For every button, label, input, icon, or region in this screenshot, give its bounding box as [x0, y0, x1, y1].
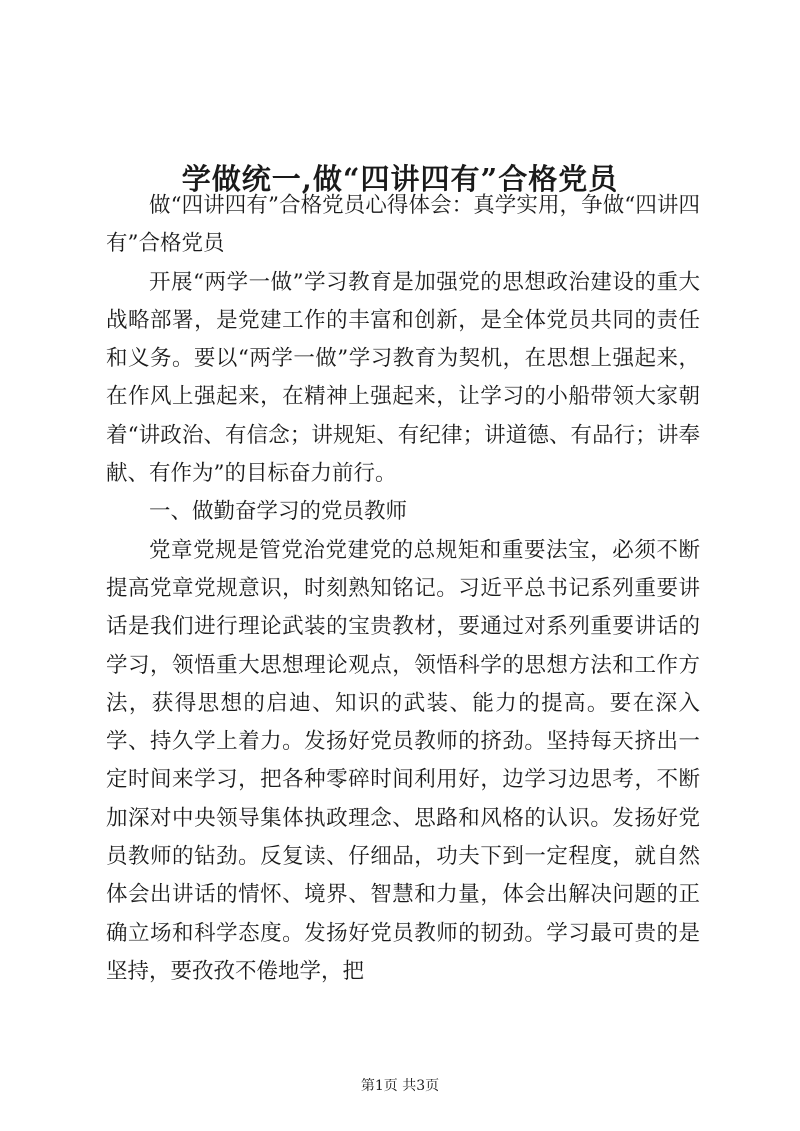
- paragraph-section-1: 党章党规是管党治党建党的总规矩和重要法宝，必须不断提高党章党规意识，时刻熟知铭记。习近平总书记系列重要讲话是我们进行理论武装的宝贵教材，要通过对系列重要讲话的学习，领悟重大思想理论观点，领悟科学的思想方法和工作方法，获得思想的启迪、知识的武装、能力的提高。要在深入学、持久学上着力。发扬好党员教师的挤劲。坚持每天挤出一定时间来学习，把各种零碎时间利用好，边学习边思考，不断加深对中央领导集体执政理念、思路和风格的认识。发扬好党员教师的钻劲。反复读、仔细品，功夫下到一定程度，就自然体会出讲话的情怀、境界、智慧和力量，体会出解决问题的正确立场和科学态度。发扬好党员教师的韧劲。学习最可贵的是坚持，要孜孜不倦地学，把: [106, 537, 700, 984]
- page-footer: 第1页 共3页: [360, 1078, 440, 1094]
- paragraph-intro: 开展“两学一做”学习教育是加强党的思想政治建设的重大战略部署，是党建工作的丰富和创新，是全体党员共同的责任和义务。要以“两学一做”学习教育为契机，在思想上强起来，在作风上强起来，在精神上强起来，让学习的小船带领大家朝着“讲政治、有信念；讲规矩、有纪律；讲道德、有品行；讲奉献、有作为”的目标奋力前行。: [106, 269, 700, 487]
- document-title: 学做统一,做“四讲四有”合格党员: [181, 162, 619, 197]
- paragraph-subtitle: 做“四讲四有”合格党员心得体会：真学实用，争做“四讲四有”合格党员: [106, 193, 700, 257]
- section-heading-1: 一、做勤奋学习的党员教师: [149, 499, 408, 525]
- document-body: [106, 187, 700, 991]
